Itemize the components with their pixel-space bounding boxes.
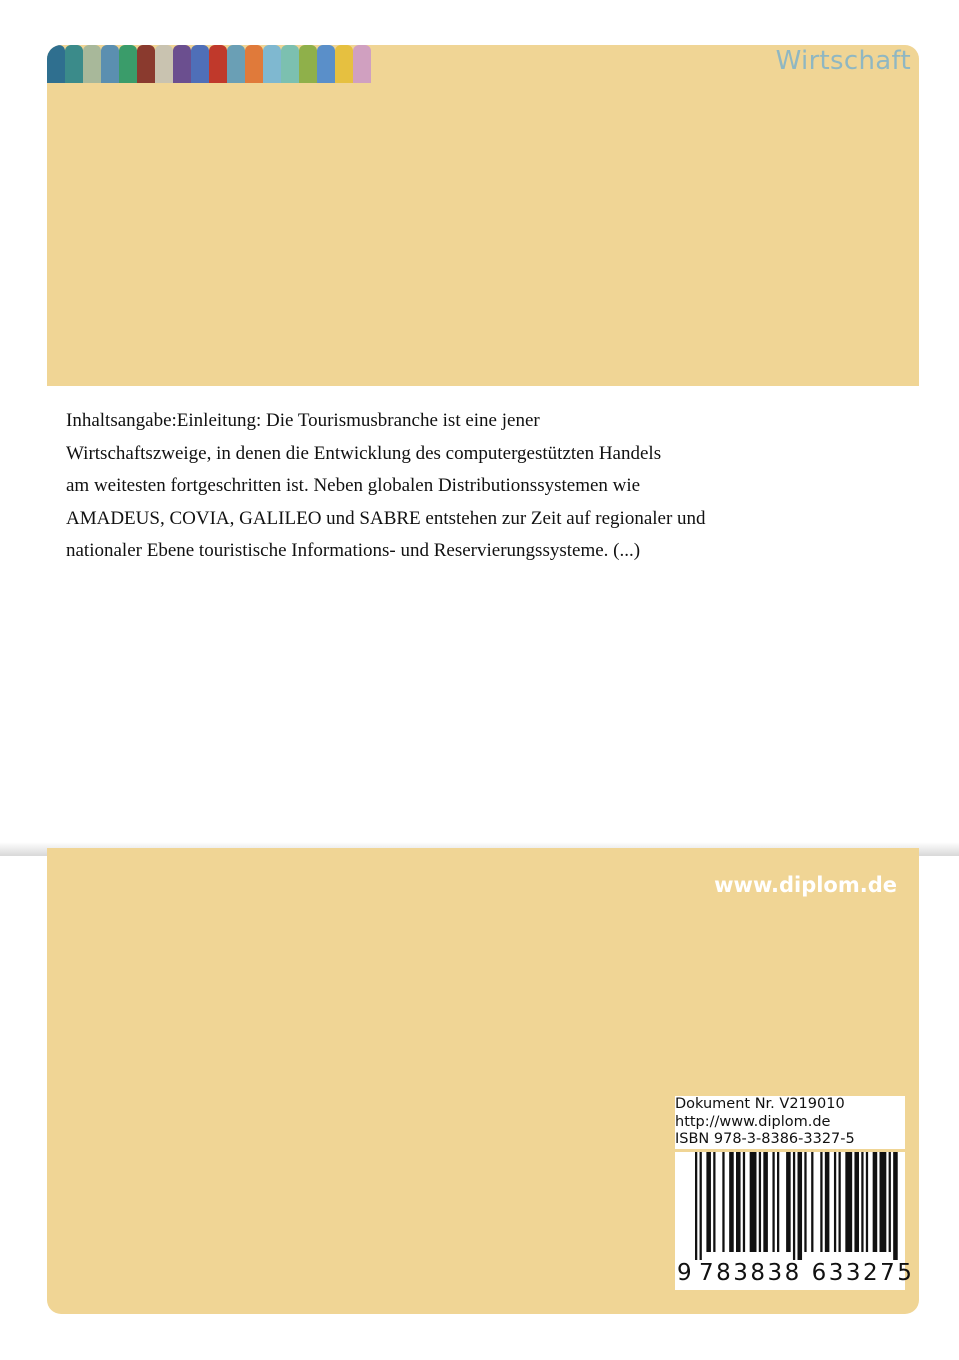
barcode-bar [804,1152,806,1252]
barcode-bar [736,1152,741,1252]
barcode-bar [786,1152,791,1252]
barcode-bar [893,1152,898,1260]
barcode-bar [861,1152,863,1252]
color-stripe [227,45,245,83]
barcode-bar [820,1152,822,1252]
barcode-bar [722,1152,724,1252]
document-url[interactable]: http://www.diplom.de [675,1113,831,1130]
top-color-panel [47,45,919,386]
barcode-bar [777,1152,779,1252]
barcode-bar [793,1152,795,1260]
barcode-bar [889,1152,891,1252]
color-stripe [155,45,173,83]
color-stripe [119,45,137,83]
document-info [675,1096,905,1149]
barcode-bars [695,1152,900,1260]
barcode-bar [759,1152,761,1252]
color-stripe [281,45,299,83]
blurb-line: AMADEUS, COVIA, GALILEO und SABRE entstehen zur Zeit auf regionaler und [66,507,706,529]
blurb-line: nationaler Ebene touristische Informations- und Reservierungssysteme. (...) [66,540,641,561]
blurb-text [66,405,806,568]
barcode [675,1152,915,1290]
color-stripe [299,45,317,83]
category-label: Wirtschaft [775,46,911,76]
color-stripe [137,45,155,83]
barcode-bar [750,1152,757,1252]
color-stripe [47,45,65,83]
barcode-bar [845,1152,852,1252]
blurb-line: Wirtschaftszweige, in denen die Entwicklung des computergestützten Handels [66,442,662,464]
website-link[interactable]: www.diplom.de [714,873,897,897]
barcode-bar [713,1152,715,1252]
document-number: Dokument Nr. V219010 [675,1096,845,1112]
barcode-bar [880,1152,887,1252]
barcode-bar [854,1152,859,1252]
barcode-digits: 783838 633275 [699,1260,915,1286]
color-stripe [83,45,101,83]
color-stripe [173,45,191,83]
barcode-bar [811,1152,813,1252]
blurb-line: Inhaltsangabe:Einleitung: Die Tourismusbranche ist eine jener [66,410,540,431]
color-stripe [317,45,335,83]
color-stripe [65,45,83,83]
barcode-bar [839,1152,841,1252]
barcode-bar [729,1152,734,1252]
barcode-lead-digit: 9 [677,1260,692,1286]
barcode-bar [873,1152,878,1252]
barcode-bar [743,1152,745,1252]
color-stripe [191,45,209,83]
barcode-bar [834,1152,836,1252]
barcode-bar [866,1152,868,1252]
color-stripes [47,45,371,83]
barcode-bar [772,1152,774,1252]
color-stripe [245,45,263,83]
barcode-bar [763,1152,768,1252]
isbn-number: ISBN 978-3-8386-3327-5 [675,1131,855,1147]
blurb-line: am weitesten fortgeschritten ist. Neben globalen Distributionssystemen wie [66,475,641,496]
barcode-bar [798,1152,803,1260]
color-stripe [101,45,119,83]
color-stripe [353,45,371,83]
color-stripe [335,45,353,83]
barcode-bar [700,1152,702,1260]
barcode-bar [706,1152,711,1252]
color-stripe [263,45,281,83]
barcode-bar [825,1152,830,1252]
color-stripe [209,45,227,83]
barcode-bar [695,1152,697,1260]
